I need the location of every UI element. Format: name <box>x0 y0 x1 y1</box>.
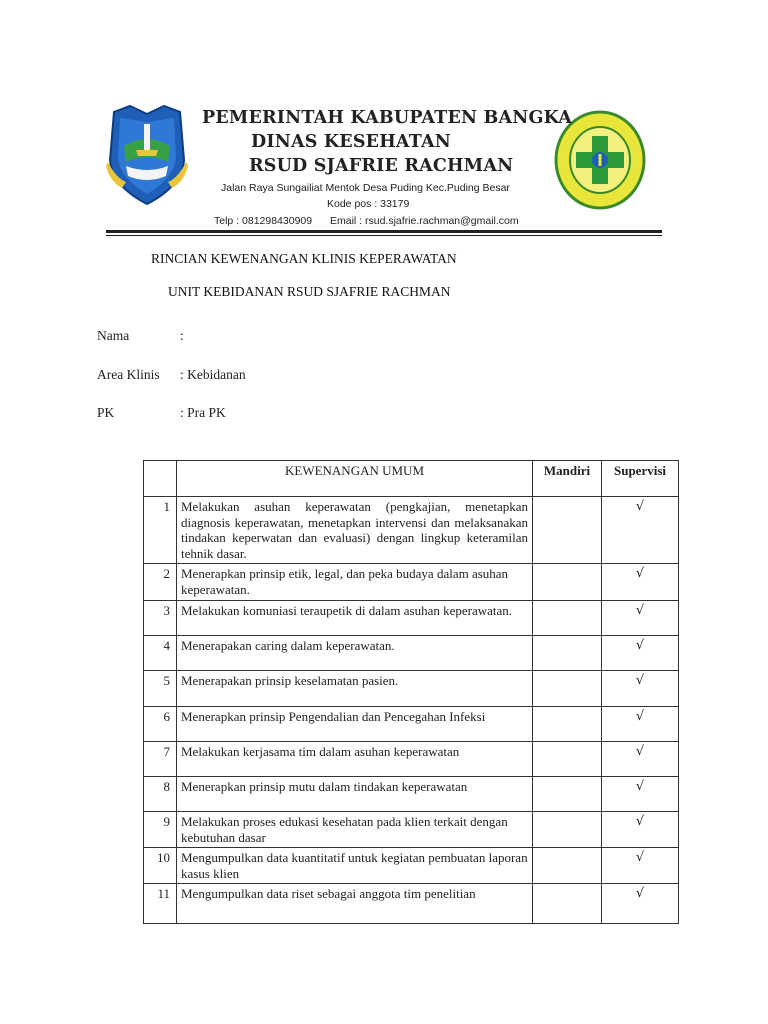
document-subtitle: UNIT KEBIDANAN RSUD SJAFRIE RACHMAN <box>168 284 451 299</box>
table-row <box>144 497 679 564</box>
row-mandiri <box>533 636 602 671</box>
row-description: Melakukan komuniasi teraupetik di dalam asuhan keperawatan. <box>177 601 533 636</box>
row-number: 7 <box>144 742 177 777</box>
row-number: 3 <box>144 601 177 636</box>
row-supervisi-check: √ <box>602 636 679 671</box>
table-row <box>144 636 679 671</box>
table-row <box>144 564 679 601</box>
document-title: RINCIAN KEWENANGAN KLINIS KEPERAWATAN <box>151 251 457 266</box>
header-mandiri: Mandiri <box>533 461 602 497</box>
row-supervisi-check: √ <box>602 707 679 742</box>
row-description: Melakukan asuhan keperawatan (pengkajian, menetapkan diagnosis keperawatan, menetapkan intervensi dan melaksanakan tindakan keperwatan dan evaluasi) dengan lingkup keteramilan tehnik dasar. <box>177 497 533 564</box>
letterhead-divider-thin <box>106 235 662 236</box>
table-row <box>144 777 679 812</box>
table-row <box>144 601 679 636</box>
row-description: Menerapkan prinsip Pengendalian dan Pencegahan Infeksi <box>177 707 533 742</box>
row-supervisi-check: √ <box>602 497 679 564</box>
table-row <box>144 812 679 848</box>
row-mandiri <box>533 671 602 707</box>
row-mandiri <box>533 707 602 742</box>
table-row <box>144 707 679 742</box>
letterhead <box>106 100 662 232</box>
row-number: 11 <box>144 884 177 924</box>
row-number: 6 <box>144 707 177 742</box>
row-number: 10 <box>144 848 177 884</box>
row-mandiri <box>533 742 602 777</box>
row-mandiri <box>533 884 602 924</box>
row-supervisi-check: √ <box>602 884 679 924</box>
letterhead-divider <box>106 230 662 233</box>
row-description: Melakukan proses edukasi kesehatan pada klien terkait dengan kebutuhan dasar <box>177 812 533 848</box>
row-supervisi-check: √ <box>602 601 679 636</box>
header-number <box>144 461 177 497</box>
row-mandiri <box>533 777 602 812</box>
row-mandiri <box>533 848 602 884</box>
row-supervisi-check: √ <box>602 812 679 848</box>
pk-label: PK <box>97 405 115 420</box>
row-description: Menerapkan prinsip mutu dalam tindakan keperawatan <box>177 777 533 812</box>
row-number: 2 <box>144 564 177 601</box>
bangka-regency-logo <box>106 102 188 208</box>
row-number: 9 <box>144 812 177 848</box>
letterhead-hospital: RSUD SJAFRIE RACHMAN <box>249 156 514 176</box>
nama-label: Nama <box>97 328 130 343</box>
table-row <box>144 848 679 884</box>
row-number: 4 <box>144 636 177 671</box>
row-description: Mengumpulkan data riset sebagai anggota tim penelitian <box>177 884 533 924</box>
row-description: Menerapakan prinsip keselamatan pasien. <box>177 671 533 707</box>
table-row <box>144 742 679 777</box>
letterhead-address: Jalan Raya Sungailiat Mentok Desa Puding Kec.Puding Besar <box>221 182 510 194</box>
row-mandiri <box>533 564 602 601</box>
row-supervisi-check: √ <box>602 671 679 707</box>
area-klinis-label: Area Klinis <box>97 367 160 382</box>
letterhead-government: PEMERINTAH KABUPATEN BANGKA <box>202 108 573 128</box>
header-kewenangan: KEWENANGAN UMUM <box>177 461 533 497</box>
row-mandiri <box>533 497 602 564</box>
letterhead-postal-code: Kode pos : 33179 <box>327 198 410 210</box>
row-mandiri <box>533 601 602 636</box>
nama-value: : <box>180 328 184 343</box>
row-supervisi-check: √ <box>602 564 679 601</box>
row-number: 5 <box>144 671 177 707</box>
table-row <box>144 671 679 707</box>
table-row <box>144 884 679 924</box>
row-description: Mengumpulkan data kuantitatif untuk kegiatan pembuatan laporan kasus klien <box>177 848 533 884</box>
table-header-row <box>144 461 679 497</box>
row-description: Melakukan kerjasama tim dalam asuhan keperawatan <box>177 742 533 777</box>
letterhead-phone: Telp : 081298430909 <box>214 215 313 227</box>
competency-table <box>143 460 679 924</box>
area-klinis-value: : Kebidanan <box>180 367 246 382</box>
letterhead-email: Email : rsud.sjafrie.rachman@gmail.com <box>330 215 519 227</box>
row-supervisi-check: √ <box>602 742 679 777</box>
row-description: Menerapkan prinsip etik, legal, dan peka budaya dalam asuhan keperawatan. <box>177 564 533 601</box>
row-description: Menerapakan caring dalam keperawatan. <box>177 636 533 671</box>
row-number: 1 <box>144 497 177 564</box>
pk-value: : Pra PK <box>180 405 226 420</box>
row-supervisi-check: √ <box>602 848 679 884</box>
row-mandiri <box>533 812 602 848</box>
row-number: 8 <box>144 777 177 812</box>
row-supervisi-check: √ <box>602 777 679 812</box>
letterhead-agency: DINAS KESEHATAN <box>251 132 451 152</box>
header-supervisi: Supervisi <box>602 461 679 497</box>
